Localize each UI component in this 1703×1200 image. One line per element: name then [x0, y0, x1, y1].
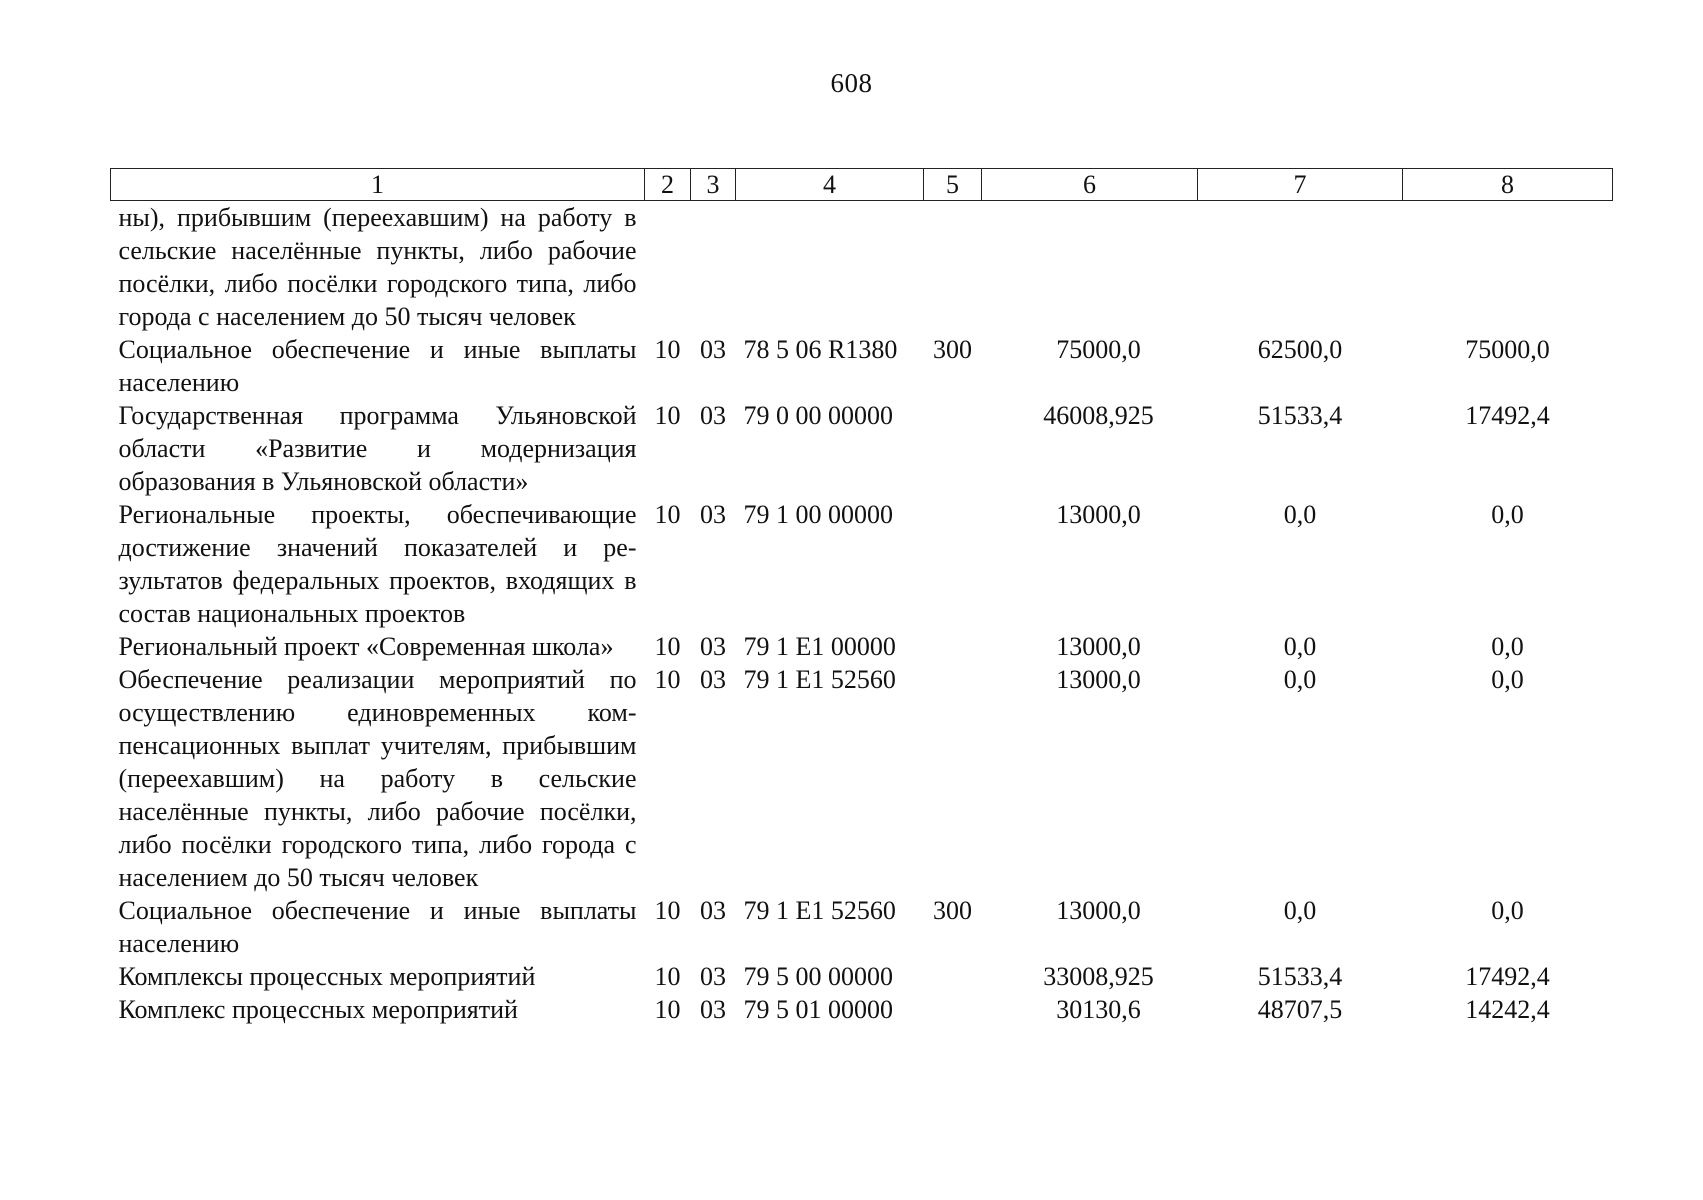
row-value-col6: 75000,0 — [1056, 335, 1141, 364]
header-col-1: 1 — [111, 169, 645, 201]
row-value-col8 — [1403, 201, 1613, 334]
row-value-col8: 0,0 — [1491, 896, 1524, 925]
budget-table — [110, 168, 1613, 1026]
row-section: 10 — [654, 632, 681, 661]
row-name: ны), прибывшим (переехавшим) на работу в сельские населённые пункты, либо рабочие посёлки, либо посёлки городского типа, либо города с населением до 50 тысяч человек — [118, 203, 637, 331]
table-row — [111, 960, 1613, 993]
header-col-5: 5 — [924, 169, 982, 201]
row-value-col6: 13000,0 — [1056, 896, 1141, 925]
row-value-col7: 48707,5 — [1257, 995, 1343, 1024]
header-col-8: 8 — [1403, 169, 1613, 201]
header-col-6: 6 — [982, 169, 1198, 201]
row-subsection: 03 — [700, 896, 726, 925]
row-target-code: 79 5 00 00000 — [743, 962, 893, 991]
row-section: 10 — [654, 335, 681, 364]
table-header — [111, 169, 1613, 201]
row-value-col7: 51533,4 — [1257, 401, 1343, 430]
row-name: Социальное обеспечение и иные выплаты населению — [118, 896, 637, 958]
row-section: 10 — [654, 962, 681, 991]
row-subsection: 03 — [700, 665, 726, 694]
table-row — [111, 663, 1613, 894]
row-value-col8: 14242,4 — [1465, 995, 1550, 1024]
row-value-col6: 13000,0 — [1056, 632, 1141, 661]
row-expense-type — [924, 201, 982, 334]
row-value-col8: 0,0 — [1491, 632, 1524, 661]
row-section: 10 — [654, 500, 681, 529]
row-subsection: 03 — [700, 335, 726, 364]
row-subsection — [691, 201, 736, 334]
row-subsection: 03 — [700, 995, 726, 1024]
row-value-col7: 0,0 — [1283, 896, 1317, 925]
row-value-col6 — [982, 201, 1198, 334]
row-value-col8: 0,0 — [1491, 500, 1524, 529]
row-name: Комплекс процессных мероприятий — [118, 995, 518, 1024]
row-value-col8: 75000,0 — [1465, 335, 1550, 364]
row-target-code: 79 0 00 00000 — [743, 401, 893, 430]
table-row — [111, 630, 1613, 663]
row-target-code: 79 5 01 00000 — [743, 995, 893, 1024]
table-row — [111, 201, 1613, 334]
row-target-code: 79 1 E1 52560 — [743, 665, 896, 694]
row-name: Региональный проект «Современная школа» — [118, 632, 614, 661]
row-value-col6: 30130,6 — [1056, 995, 1141, 1024]
row-value-col7: 51533,4 — [1257, 962, 1343, 991]
header-col-4: 4 — [736, 169, 924, 201]
header-col-3: 3 — [691, 169, 736, 201]
row-value-col6: 13000,0 — [1056, 665, 1141, 694]
row-name: Обеспечение реализации мероприятий по осуществлению единовременных компенсационных выплат учителям, прибывшим (переехавшим) на работу в сельские населённые пункты, либо рабочие посёлки, либо посёлки городского типа, либо города с населением до 50 тысяч человек — [118, 665, 637, 892]
row-value-col7: 0,0 — [1283, 632, 1317, 661]
row-section: 10 — [654, 401, 681, 430]
row-subsection: 03 — [700, 500, 726, 529]
row-target-code: 79 1 E1 52560 — [743, 896, 896, 925]
row-value-col8: 0,0 — [1491, 665, 1524, 694]
row-value-col8: 17492,4 — [1465, 962, 1550, 991]
header-col-2: 2 — [645, 169, 691, 201]
table-row — [111, 498, 1613, 630]
row-value-col6: 46008,925 — [1043, 401, 1154, 430]
row-expense-type: 300 — [933, 896, 972, 925]
row-section: 10 — [654, 896, 681, 925]
row-value-col6: 13000,0 — [1056, 500, 1141, 529]
row-value-col8: 17492,4 — [1465, 401, 1550, 430]
row-target-code: 79 1 00 00000 — [743, 500, 893, 529]
page-number: 608 — [830, 68, 873, 98]
table-row — [111, 993, 1613, 1026]
row-subsection: 03 — [700, 962, 726, 991]
row-subsection: 03 — [700, 401, 726, 430]
row-target-code: 79 1 E1 00000 — [743, 632, 896, 661]
row-expense-type — [924, 663, 982, 894]
row-name: Социальное обеспечение и иные выплаты населению — [118, 335, 637, 397]
row-subsection: 03 — [700, 632, 726, 661]
row-value-col6: 33008,925 — [1043, 962, 1154, 991]
row-target-code: 78 5 06 R1380 — [743, 335, 898, 364]
row-expense-type — [924, 993, 982, 1026]
row-section: 10 — [654, 665, 681, 694]
row-expense-type — [924, 630, 982, 663]
row-name: Государственная программа Ульяновской области «Развитие и модернизация образования в Ульяновской области» — [118, 401, 637, 496]
row-section: 10 — [654, 995, 681, 1024]
row-value-col7: 0,0 — [1283, 665, 1317, 694]
table-row — [111, 399, 1613, 498]
header-col-7: 7 — [1198, 169, 1403, 201]
row-expense-type: 300 — [933, 335, 972, 364]
table-body — [111, 201, 1613, 1027]
row-value-col7 — [1198, 201, 1403, 334]
row-value-col7: 62500,0 — [1257, 335, 1343, 364]
row-value-col7: 0,0 — [1283, 500, 1317, 529]
header-row — [111, 169, 1613, 201]
table-row — [111, 333, 1613, 399]
row-target-code — [736, 201, 924, 334]
row-section — [645, 201, 691, 334]
row-name: Комплексы процессных мероприятий — [118, 962, 536, 991]
row-expense-type — [924, 498, 982, 630]
row-expense-type — [924, 960, 982, 993]
table-row — [111, 894, 1613, 960]
row-name: Региональные проекты, обеспечивающие достижение значений показателей и результатов федеральных проектов, входящих в состав национальных проектов — [118, 500, 637, 628]
row-expense-type — [924, 399, 982, 498]
